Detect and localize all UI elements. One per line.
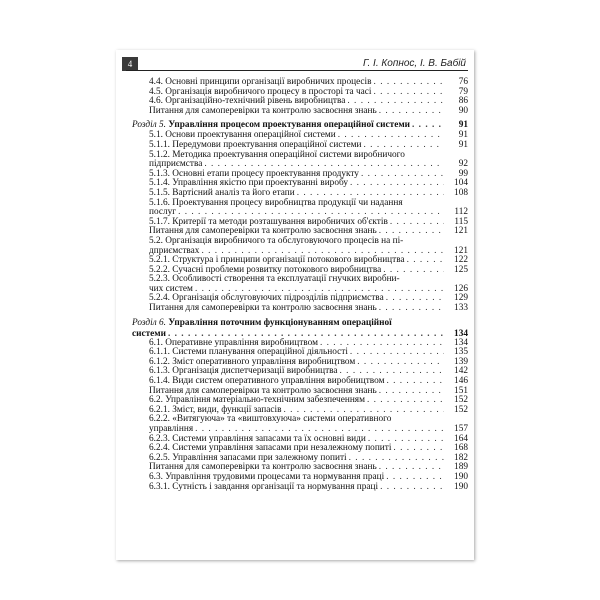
- toc-entry-text: 5.1.7. Критерії та методи розташування виробничих об'єктів: [149, 216, 388, 227]
- toc-page-number: 151: [454, 385, 468, 396]
- toc-page-number: 157: [454, 424, 468, 434]
- toc-entry-text: 4.4. Основні принципи організації виробничих процесів: [149, 77, 372, 87]
- toc-entry-text: 6.1.2. Зміст оперативного управління виробництвом: [149, 356, 356, 367]
- toc-leader-dots: [412, 120, 444, 131]
- toc-page-number: 164: [454, 433, 468, 444]
- toc-section-prefix: Розділ 5.: [132, 120, 167, 131]
- toc-entry-text: 6.1. Оперативне управління виробництвом: [149, 337, 318, 348]
- toc-entry-text: Питання для самоперевірки та контролю засвоєння знань: [149, 226, 377, 237]
- toc-leader-dots: [374, 88, 444, 98]
- toc-section-prefix: Розділ 6.: [132, 317, 167, 328]
- toc-page-number: 115: [454, 216, 468, 227]
- toc-page-number: 134: [454, 337, 468, 348]
- toc-entry-text: 6.1.3. Організація диспетчеризації виробництва: [149, 366, 338, 377]
- toc-entry-text: 5.1.5. Вартісний аналіз та його етапи: [149, 187, 295, 198]
- toc-page-number: 152: [454, 395, 468, 406]
- toc-leader-dots: [393, 444, 444, 454]
- toc-page-number: 146: [454, 376, 468, 387]
- toc-entry-text: 6.1.4. Види систем оперативного управління виробництвом: [149, 376, 385, 387]
- toc-section-text: Управління процесом проектування операційної системи: [166, 120, 411, 131]
- toc-entry-text: 6.2. Управління матеріально-технічним забезпеченням: [149, 395, 365, 406]
- toc-page-number: 104: [454, 178, 468, 189]
- toc-page-number: 108: [454, 187, 468, 198]
- toc-page-number: 79: [458, 86, 468, 97]
- toc-entry-text: 5.2.2. Сучасні проблеми розвитку потокового виробництва: [149, 264, 382, 275]
- toc-leader-dots: [380, 483, 444, 493]
- toc-leader-dots: [350, 348, 444, 358]
- toc-page-number: 121: [454, 226, 468, 237]
- toc-leader-dots: [390, 218, 444, 228]
- toc-page-number: 190: [454, 481, 468, 492]
- toc-entry-text: дприємствах: [149, 245, 200, 256]
- toc-entry-text: Питання для самоперевірки та контролю засвоєння знань: [149, 385, 377, 396]
- toc-entry-text: 6.2.3. Системи управління запасами та їх основні види: [149, 433, 366, 444]
- toc-leader-dots: [357, 358, 444, 368]
- toc-section-heading: [116, 318, 474, 329]
- toc-page-number: 92: [458, 159, 468, 170]
- toc-leader-dots: [386, 294, 444, 304]
- toc-entry-text: 5.2.4. Організація обслуговуючих підрозділів підприємства: [149, 293, 384, 304]
- header-rule: [126, 70, 468, 71]
- toc-leader-dots: [379, 107, 444, 117]
- toc-page-number: 139: [454, 356, 468, 367]
- running-header: [116, 50, 474, 74]
- toc-entry-text: 6.2.2. «Витягуюча» та «виштовхуюча» системи оперативного: [149, 414, 392, 425]
- toc-entry-text: підприємства: [149, 159, 203, 170]
- toc-page-number: 86: [458, 96, 468, 107]
- toc-entry-text: Питання для самоперевірки та контролю засвоєння знань: [149, 105, 377, 116]
- toc-entry-text: 5.1.2. Методика проектування операційної системи виробничого: [149, 149, 405, 160]
- toc-leader-dots: [361, 170, 444, 180]
- table-of-contents: [116, 78, 474, 492]
- toc-entry-text: 5.2.1. Структура і принципи організації потокового виробництва: [149, 255, 405, 266]
- toc-page-number: 76: [458, 77, 468, 87]
- toc-entry-text: Питання для самоперевірки та контролю засвоєння знань: [149, 303, 377, 314]
- toc-entry: [116, 107, 474, 117]
- toc-entry-text: чих систем: [149, 283, 193, 294]
- toc-entry-text: 5.2. Організація виробничого та обслуговуючого процесів на пі-: [149, 235, 404, 246]
- toc-page-number: 182: [454, 452, 468, 463]
- toc-page-number: 121: [454, 245, 468, 256]
- toc-page-number: 99: [458, 168, 468, 179]
- toc-page-number: 190: [454, 471, 468, 482]
- toc-entry-text: 5.1. Основи проектування операційної системи: [149, 130, 336, 141]
- toc-leader-dots: [374, 78, 444, 88]
- toc-entry-text: 5.1.3. Основні етапи процесу проектування продукту: [149, 168, 359, 179]
- toc-page-number: 152: [454, 404, 468, 415]
- toc-leader-dots: [386, 473, 444, 483]
- toc-entry-text: послуг: [149, 207, 177, 218]
- toc-entry-text: 4.6. Організаційно-технічний рівень виробництва: [149, 96, 346, 107]
- toc-section-title: [132, 318, 468, 329]
- toc-entry: [116, 483, 474, 493]
- toc-page-number: 134: [454, 328, 468, 339]
- toc-entry-text: управління: [149, 424, 194, 434]
- toc-section-text: Управління поточним функціонуванням операційної: [166, 317, 392, 328]
- toc-page-number: 126: [454, 283, 468, 294]
- toc-page-number: 125: [454, 264, 468, 275]
- toc-page-number: 135: [454, 347, 468, 358]
- toc-page-number: 122: [454, 255, 468, 266]
- toc-leader-dots: [350, 179, 444, 189]
- toc-page-number: 91: [458, 130, 468, 141]
- toc-leader-dots: [367, 396, 444, 406]
- toc-page-number: 189: [454, 462, 468, 473]
- toc-page-number: 168: [454, 443, 468, 454]
- running-header-authors: Г. І. Копнос, І. В. Бабій: [363, 58, 466, 69]
- book-page: [116, 50, 474, 560]
- toc-page-number: 112: [454, 207, 468, 218]
- toc-page-number: 91: [458, 120, 468, 131]
- toc-page-number: 142: [454, 366, 468, 377]
- toc-entry-text: 6.3. Управління трудовими процесами та нормування праці: [149, 471, 385, 482]
- toc-entry-text: 6.2.5. Управління запасами при залежному попиті: [149, 452, 347, 463]
- toc-entry-text: 6.2.4. Системи управління запасами при незалежному попиті: [149, 443, 392, 454]
- toc-leader-dots: [379, 387, 444, 397]
- toc-entry-text: 5.1.6. Проектування процесу виробництва продукції чи надання: [149, 197, 403, 208]
- toc-leader-dots: [379, 463, 444, 473]
- toc-page-number: 129: [454, 293, 468, 304]
- toc-leader-dots: [379, 304, 444, 314]
- toc-page-number: 90: [458, 105, 468, 116]
- toc-entry-text: 5.2.3. Особливості створення та експлуатації гнучких виробни-: [149, 274, 400, 285]
- toc-entry-text: 4.5. Організація виробничого процесу в просторі та часі: [149, 86, 372, 97]
- toc-entry-text: 5.1.1. Передумови проектування операційної системи: [149, 139, 362, 150]
- toc-entry-text: 6.3.1. Сутність і завдання організації та нормування праці: [149, 481, 379, 492]
- toc-page-number: 91: [458, 139, 468, 150]
- toc-page-number: 133: [454, 303, 468, 314]
- toc-entry-text: 5.1.4. Управління якістю при проектуванні виробу: [149, 178, 348, 189]
- toc-entry: [116, 304, 474, 314]
- toc-section-text: системи: [132, 328, 166, 339]
- toc-leader-dots: [407, 256, 444, 266]
- toc-entry-text: 6.1.1. Системи планування операційної діяльності: [149, 347, 348, 358]
- toc-leader-dots: [386, 377, 444, 387]
- page-number: 4: [122, 57, 138, 71]
- toc-entry-text: Питання для самоперевірки та контролю засвоєння знань: [149, 462, 377, 473]
- toc-entry-text: 6.2.1. Зміст, види, функції запасів: [149, 404, 282, 415]
